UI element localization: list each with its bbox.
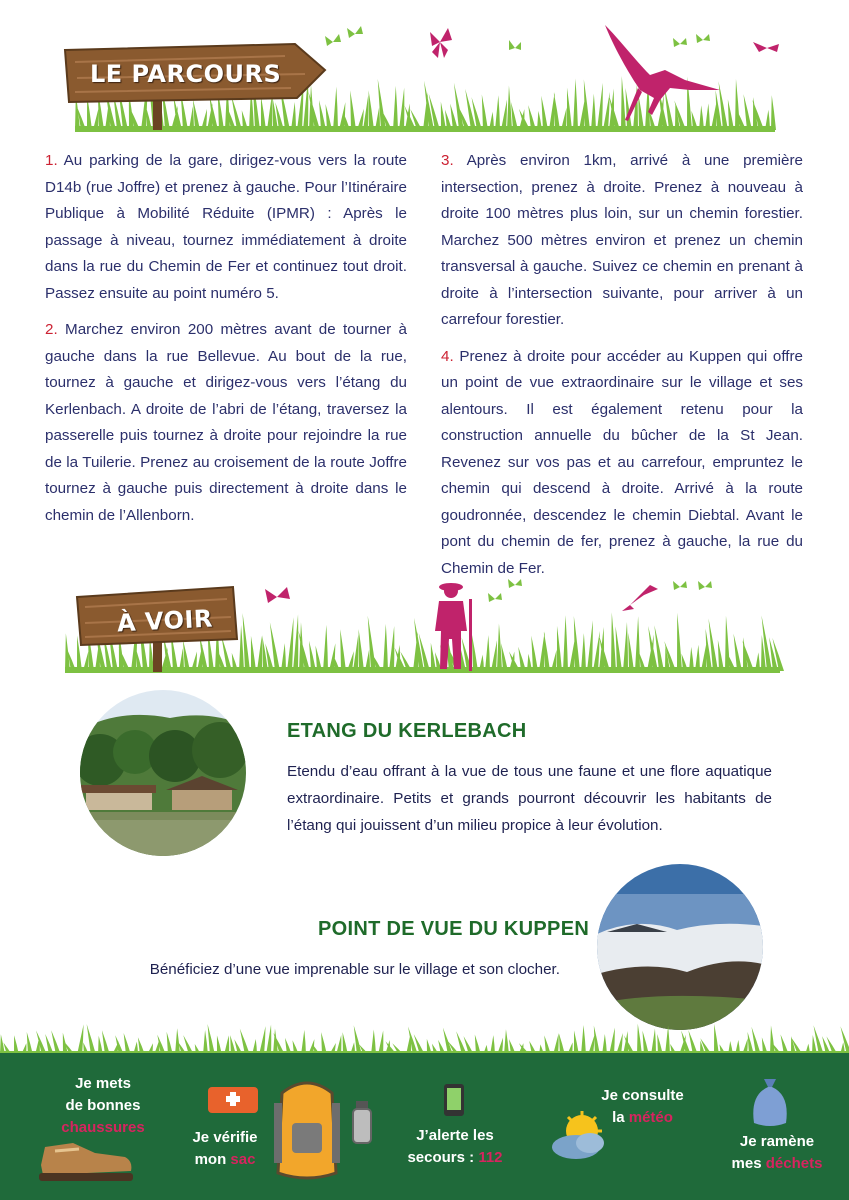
butterfly-icon bbox=[430, 28, 779, 58]
step-number: 3. bbox=[441, 152, 454, 169]
bird-icon bbox=[622, 585, 658, 611]
step-2 bbox=[45, 317, 407, 529]
phone-icon bbox=[443, 1083, 465, 1117]
step-number: 4. bbox=[441, 347, 454, 365]
tip-shoes-text: Je mets de bonnes chaussures bbox=[61, 1075, 145, 1136]
grass-meadow-icon bbox=[0, 1010, 849, 1055]
parcours-banner bbox=[55, 20, 795, 135]
first-aid-kit-icon bbox=[206, 1083, 261, 1115]
step-number: 2. bbox=[45, 321, 58, 338]
tip-waste-text: Je ramène mes déchets bbox=[731, 1133, 823, 1172]
trash-bag-icon bbox=[748, 1075, 792, 1129]
tip-weather-text: Je consulte la météo bbox=[601, 1087, 684, 1126]
step-number: 1. bbox=[45, 152, 58, 169]
backpack-icon bbox=[272, 1073, 342, 1183]
step-1 bbox=[45, 148, 407, 307]
tip-bag-text: Je vérifie mon sac bbox=[192, 1129, 258, 1168]
sun-cloud-icon bbox=[550, 1111, 610, 1161]
flask-icon bbox=[350, 1101, 374, 1145]
tip-alert-text: J’alerte les secours : 112 bbox=[407, 1127, 503, 1166]
section-title-avoir: À VOIR bbox=[116, 604, 214, 638]
hiking-shoe-icon bbox=[35, 1135, 135, 1183]
sight-description: Etendu d’eau offrant à la vue de tous une faune et une flore aquatique extraordinaire. Petits et grands pourront découvrir les habitants de l’étang qui jouissent d’un milieu propice à leur évolution. bbox=[287, 763, 772, 834]
step-text: Au parking de la gare, dirigez-vous vers la route D14b (rue Joffre) et prenez à gauche. Pour l’Itinéraire Publique à Mobilité Réduite (IPMR) : Après le passage à niveau, tournez immédiatement à droite dans la rue du Chemin de Fer et continuez tout droit. Passez ensuite au point numéro 5. bbox=[45, 152, 408, 302]
sight-title: ETANG DU KERLEBACH bbox=[287, 720, 527, 742]
avoir-banner bbox=[55, 575, 795, 675]
steps-column-left bbox=[45, 148, 407, 539]
butterfly-icon bbox=[265, 587, 290, 603]
step-text: Marchez environ 200 mètres avant de tourner à gauche dans la rue Bellevue. Au bout de la rue, tournez à gauche et dirigez-vous vers l’étang du Kerlenbach. A droite de l’abri de l’étang, traversez la passerelle puis tournez à droite pour rejoindre la rue de la Tuilerie. Prenez au croisement de la route Joffre tournez à gauche puis directement à droite dans le chemin de l’Allenborn. bbox=[45, 321, 407, 524]
sight-title: POINT DE VUE DU KUPPEN bbox=[318, 918, 590, 940]
photo-point-de-vue-kuppen bbox=[597, 864, 763, 1030]
sight-description: Bénéficiez d’une vue imprenable sur le village et son clocher. bbox=[149, 961, 560, 978]
safety-tips-footer bbox=[0, 1053, 849, 1200]
section-title-parcours: LE PARCOURS bbox=[90, 60, 282, 88]
step-text: Après environ 1km, arrivé à une première intersection, prenez à droite. Prenez à nouveau à droite 100 mètres plus loin, sur un chemin forestier. Marchez 500 mètres environ et prenez un chemin transversal à gauche. Suivez ce chemin en prenant à droite à l’intersection suivante, pour arriver à un carrefour forestier. bbox=[441, 152, 803, 328]
step-text: Prenez à droite pour accéder au Kuppen qui offre un point de vue extraordinaire sur le village et ses alentours. Il est également retenu pour la construction annuelle du bûcher de la St Jean. Revenez sur vos pas et au carrefour, empruntez le chemin qui descend à droite. Arrivé à la route goudronnée, descendez le chemin Diebtal. Avant le pont du chemin de fer, prenez à gauche, la rue du Chemin de Fer. bbox=[441, 347, 803, 577]
step-4 bbox=[441, 344, 803, 583]
steps-column-right bbox=[441, 148, 803, 592]
photo-etang-kerlebach bbox=[80, 690, 246, 856]
step-3 bbox=[441, 148, 803, 334]
